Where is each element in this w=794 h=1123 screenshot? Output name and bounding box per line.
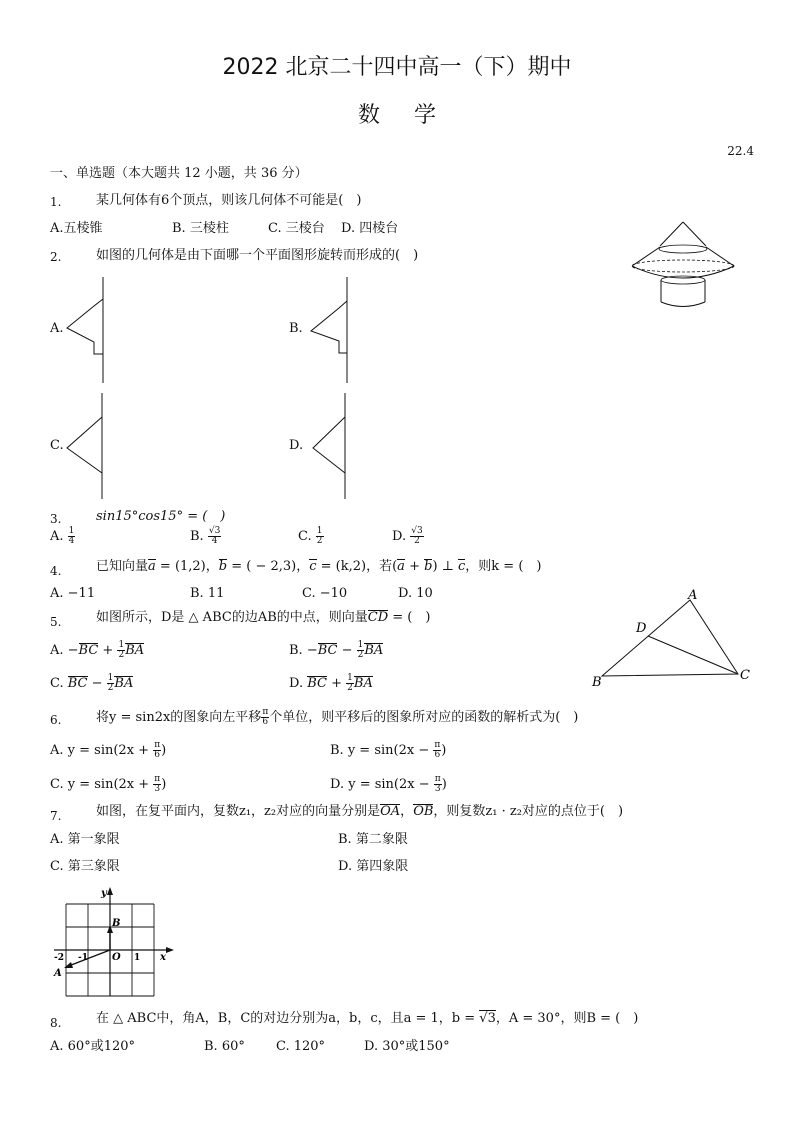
- q7-complex-plane-figure: [50, 884, 180, 1002]
- q5-d-half: [346, 674, 354, 693]
- q3-option-d: [392, 527, 424, 546]
- q6-c-num: π: [154, 774, 161, 784]
- q7-stem-post: ，则复数z₁ · z₂对应的点位于( ): [433, 804, 624, 819]
- q5-stem-pre: 如图所示，D是 △ ABC的边AB的中点，则向量: [96, 610, 368, 625]
- q5-option-b: [289, 641, 383, 660]
- q4-stem-c: = (k,2)，若(: [316, 559, 398, 574]
- q4-stem-b: = ( − 2,3)，: [227, 559, 310, 574]
- q2-option-a: A.: [50, 321, 64, 336]
- q5-stem-post: = ( ): [388, 610, 431, 625]
- q7-fig-tick-1: 1: [134, 953, 141, 963]
- q5-c-vector-1: BC: [67, 676, 88, 691]
- q8-stem-pre: 在 △ ABC中，角A，B，C的对边分别为a，b，c，且a = 1，b =: [96, 1011, 480, 1026]
- q6-c-den: 3: [154, 784, 161, 794]
- q6-b-pre: B. y = sin(2x −: [330, 743, 434, 758]
- q6-shift-den: 6: [262, 717, 269, 727]
- q6-stem: [96, 708, 578, 727]
- q6-b-post: ): [441, 743, 447, 758]
- q1-number: 1.: [50, 195, 62, 209]
- q5-a-operator: +: [98, 643, 118, 658]
- q3-c-denominator: 2: [316, 536, 323, 546]
- q3-b-denominator: 4: [211, 536, 218, 546]
- q5-option-a: [50, 641, 144, 660]
- q3-option-a-fraction: [68, 527, 76, 546]
- q1-option-b: B. 三棱柱: [172, 221, 229, 236]
- q3-a-denominator: 4: [68, 536, 75, 546]
- q5-fig-label-b: B: [592, 675, 602, 690]
- q5-b-operator: −: [337, 643, 357, 658]
- q5-d-vector-1: BC: [307, 676, 327, 691]
- q3-option-b-label: B.: [190, 529, 204, 544]
- q5-stem: [96, 610, 430, 626]
- q6-shift-num: π: [262, 707, 269, 717]
- q2-stem: 如图的几何体是由下面哪一个平面图形旋转而形成的( ): [96, 248, 419, 263]
- q4-option-a: A. −11: [50, 586, 96, 601]
- q7-option-b: B. 第二象限: [338, 832, 408, 847]
- q8-option-a: A. 60°或120°: [50, 1039, 136, 1054]
- q6-d-den: 3: [434, 784, 441, 794]
- q1-option-a: A.五棱锥: [50, 221, 103, 236]
- q7-option-d: D. 第四象限: [338, 859, 409, 874]
- q4-stem-e: ，则k = ( ): [465, 559, 542, 574]
- q7-option-a: A. 第一象限: [50, 832, 120, 847]
- q5-d-half-den: 2: [347, 683, 353, 693]
- q4-vector-b: b: [218, 559, 228, 574]
- section-heading: 一、单选题（本大题共 12 小题，共 36 分）: [50, 166, 308, 181]
- q2-figure-a: [64, 277, 114, 383]
- q2-solid-figure: [628, 218, 738, 313]
- q8-sqrt3: √3: [479, 1011, 496, 1026]
- q2-figure-b: [305, 277, 355, 383]
- q7-option-c: C. 第三象限: [50, 859, 120, 874]
- q5-a-vector-2: BA: [125, 643, 145, 658]
- exam-date: 22.4: [727, 144, 754, 158]
- q5-a-half-num: 1: [118, 640, 125, 650]
- q1-option-c: C. 三棱台: [268, 221, 325, 236]
- q3-option-b: [190, 527, 221, 546]
- q7-fig-y-label: y: [101, 888, 107, 899]
- q5-c-prefix: C.: [50, 676, 68, 691]
- q5-option-c: [50, 674, 133, 693]
- q3-b-numerator: √3: [208, 526, 221, 536]
- q2-option-b: B.: [289, 321, 303, 336]
- q6-d-fraction: [434, 775, 442, 794]
- q1-stem: 某几何体有6个顶点，则该几何体不可能是( ): [96, 193, 362, 208]
- q4-stem-pre: 已知向量: [96, 559, 149, 574]
- q5-fig-label-a: A: [688, 588, 698, 603]
- q3-number: 3.: [50, 512, 62, 526]
- q5-a-vector-1: BC: [78, 643, 99, 658]
- q6-option-c: [50, 775, 166, 794]
- q3-d-numerator: √3: [411, 526, 423, 536]
- q5-vector-cd: CD: [367, 610, 389, 625]
- q6-c-post: ): [161, 777, 167, 792]
- q6-option-a: [50, 741, 166, 760]
- q6-b-den: 6: [434, 750, 441, 760]
- q4-plus: +: [404, 559, 425, 574]
- q5-b-half-num: 1: [357, 640, 364, 650]
- q3-c-numerator: 1: [316, 526, 323, 536]
- q7-fig-tick-m2: -2: [54, 953, 64, 963]
- q7-fig-origin: O: [112, 952, 121, 963]
- q5-d-operator: +: [326, 676, 347, 691]
- q6-c-pre: C. y = sin(2x +: [50, 777, 154, 792]
- q6-stem-post: 个单位，则平移后的图象所对应的函数的解析式为( ): [269, 710, 579, 725]
- q4-vector-a: a: [148, 559, 156, 574]
- q7-sep: ，: [400, 804, 414, 819]
- subject-title: 数学: [357, 103, 470, 128]
- q5-option-d: [289, 674, 373, 693]
- q7-fig-point-a: A: [54, 968, 62, 979]
- q6-stem-pre: 将y = sin2x的图象向左平移: [96, 710, 262, 725]
- q6-option-b: [330, 741, 446, 760]
- q2-option-c: C.: [50, 438, 64, 453]
- q5-c-operator: −: [87, 676, 107, 691]
- q4-stem-a: = (1,2)，: [155, 559, 219, 574]
- q4-stem: [96, 559, 541, 575]
- q5-b-half-den: 2: [357, 650, 364, 660]
- q7-vector-oa: OA: [380, 804, 401, 819]
- q8-option-c: C. 120°: [276, 1039, 326, 1054]
- q3-a-numerator: 1: [68, 526, 75, 536]
- q3-option-c-fraction: [316, 527, 324, 546]
- q5-b-vector-1: BC: [317, 643, 338, 658]
- q5-a-prefix: A. −: [50, 643, 79, 658]
- q6-number: 6.: [50, 713, 62, 727]
- q7-stem: [96, 804, 623, 820]
- q6-b-num: π: [434, 740, 441, 750]
- q8-stem: [96, 1011, 638, 1027]
- q2-option-d: D.: [289, 438, 304, 453]
- q3-option-a-label: A.: [50, 529, 64, 544]
- q6-d-post: ): [441, 777, 447, 792]
- q3-option-c-label: C.: [298, 529, 312, 544]
- q6-d-num: π: [434, 774, 441, 784]
- q2-figure-d: [305, 393, 355, 499]
- q6-a-post: ): [161, 743, 167, 758]
- q5-a-half-den: 2: [118, 650, 125, 660]
- q8-number: 8.: [50, 1016, 62, 1030]
- q5-b-prefix: B. −: [289, 643, 318, 658]
- q4-stem-d: ) ⊥: [432, 559, 458, 574]
- q4-option-b: B. 11: [190, 586, 225, 601]
- exam-title: 2022 北京二十四中高一（下）期中: [222, 55, 572, 80]
- q7-stem-pre: 如图，在复平面内，复数z₁，z₂对应的向量分别是: [96, 804, 381, 819]
- q5-c-half-den: 2: [107, 683, 114, 693]
- q5-c-vector-2: BA: [114, 676, 134, 691]
- q7-fig-point-b: B: [112, 918, 121, 929]
- q6-a-den: 6: [154, 750, 161, 760]
- q5-c-half-num: 1: [107, 673, 114, 683]
- q4-number: 4.: [50, 564, 62, 578]
- q5-d-vector-2: BA: [353, 676, 373, 691]
- q5-d-prefix: D.: [289, 676, 308, 691]
- q3-option-d-fraction: [410, 527, 423, 546]
- q3-option-d-label: D.: [392, 529, 407, 544]
- q7-fig-x-label: x: [160, 952, 166, 963]
- q7-vector-ob: OB: [413, 804, 434, 819]
- q6-a-fraction: [153, 741, 161, 760]
- q3-stem: sin15°cos15° = ( ): [96, 509, 226, 524]
- q7-number: 7.: [50, 809, 62, 823]
- q1-option-d: D. 四棱台: [341, 221, 399, 236]
- q5-fig-label-c: C: [740, 668, 750, 683]
- q3-d-denominator: 2: [414, 536, 420, 546]
- q3-option-a: [50, 527, 75, 546]
- q5-number: 5.: [50, 615, 62, 629]
- q8-option-d: D. 30°或150°: [364, 1039, 450, 1054]
- q6-option-d: [330, 775, 447, 794]
- q4-option-c: C. −10: [302, 586, 348, 601]
- q4-vector-c: c: [309, 559, 317, 574]
- q2-number: 2.: [50, 250, 62, 264]
- q8-stem-post: ，A = 30°，则B = ( ): [495, 1011, 639, 1026]
- q5-b-vector-2: BA: [364, 643, 384, 658]
- q5-triangle-figure: [590, 588, 760, 688]
- q7-fig-tick-m1: -1: [78, 953, 88, 963]
- q6-a-pre: A. y = sin(2x +: [50, 743, 154, 758]
- q3-option-b-fraction: [208, 527, 221, 546]
- q6-d-pre: D. y = sin(2x −: [330, 777, 434, 792]
- q4-vector-c2: c: [458, 559, 466, 574]
- q4-vector-a2: a: [397, 559, 405, 574]
- q5-fig-label-d: D: [636, 621, 647, 636]
- q4-vector-b2: b: [424, 559, 433, 574]
- q3-option-c: [298, 527, 324, 546]
- q4-option-d: D. 10: [398, 586, 433, 601]
- q6-a-num: π: [154, 740, 161, 750]
- q5-d-half-num: 1: [347, 673, 353, 683]
- q8-option-b: B. 60°: [204, 1039, 245, 1054]
- q2-figure-c: [64, 393, 114, 499]
